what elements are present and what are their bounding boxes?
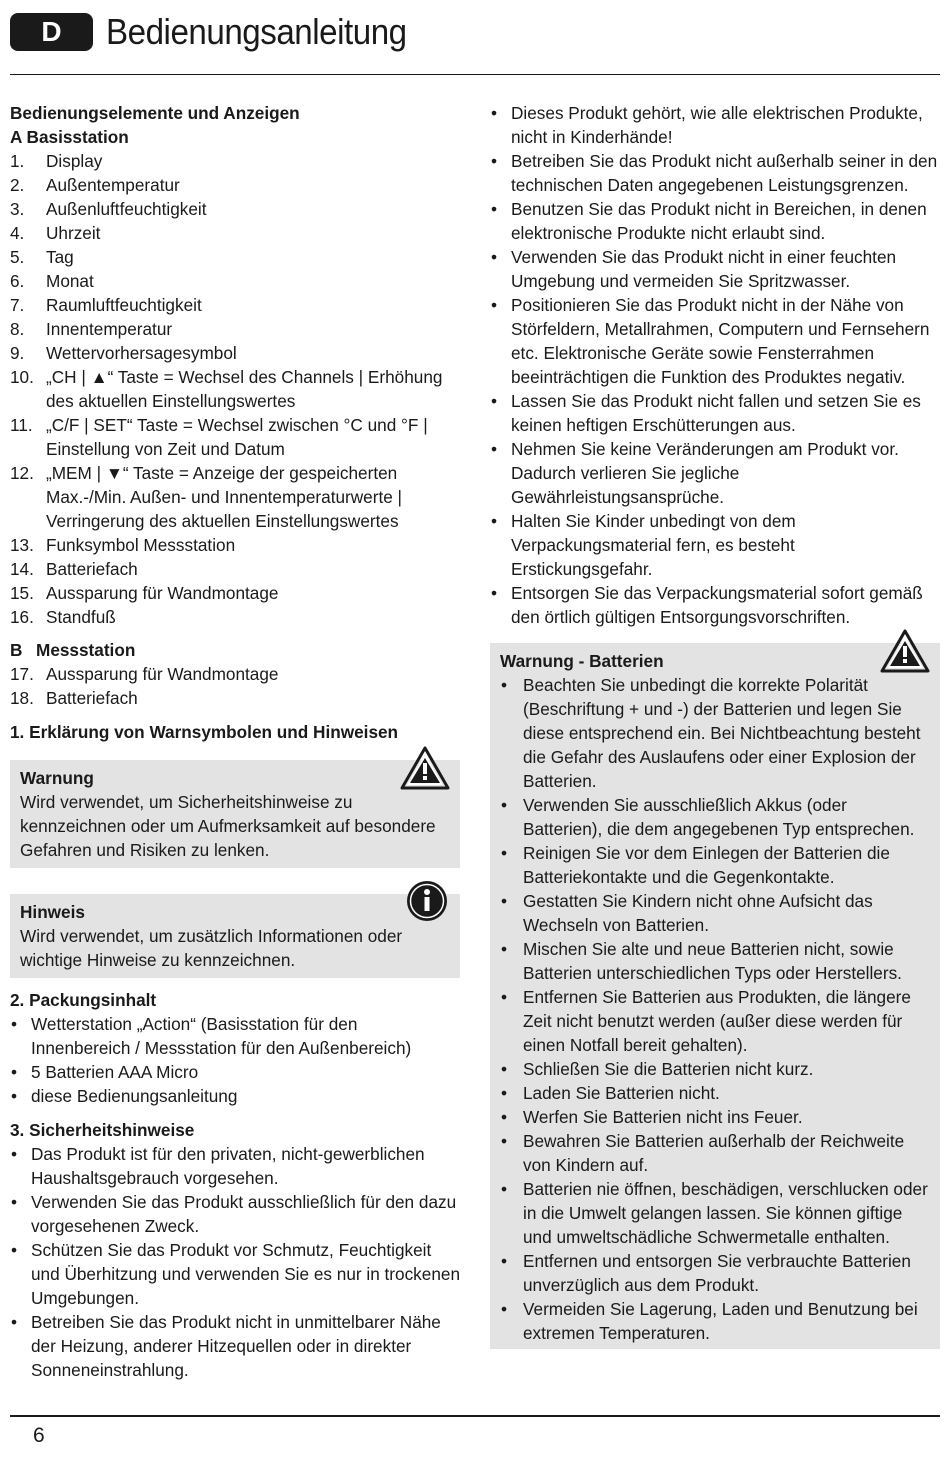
list-item: • Gestatten Sie Kindern nicht ohne Aufsicht das Wechseln von Batterien. bbox=[501, 891, 873, 935]
list-item: • Das Produkt ist für den privaten, nicht-gewerblichen Haushaltsgebrauch vorgesehen. bbox=[11, 1144, 425, 1188]
list-item: • Schützen Sie das Produkt vor Schmutz, Feuchtigkeit und Überhitzung und verwenden Sie es nur in trockenen Umgebungen. bbox=[11, 1240, 461, 1308]
list-item: • Werfen Sie Batterien nicht ins Feuer. bbox=[501, 1107, 803, 1127]
page-header bbox=[10, 12, 433, 52]
list-item: • Betreiben Sie das Produkt nicht in unmittelbarer Nähe der Heizung, anderer Hitzequellen oder in direkter Sonneneinstrahlung. bbox=[11, 1312, 441, 1380]
list-item: • Positionieren Sie das Produkt nicht in der Nähe von Störfeldern, Metallrahmen, Computern und Fernsehern etc. Elektronische Geräte sowie Fensterrahmen beeinträchtigen die Funktion des Produktes negativ. bbox=[491, 295, 930, 387]
warning-title: Warnung bbox=[20, 768, 94, 788]
section-2-heading: 2. Packungsinhalt bbox=[10, 990, 157, 1010]
list-item: 5. Tag bbox=[10, 247, 74, 267]
warning-text: Wird verwendet, um Sicherheitshinweise zu kennzeichnen oder um Aufmerksamkeit auf besondere Gefahren und Risiken zu lenken. bbox=[20, 792, 436, 860]
list-item: 15. Aussparung für Wandmontage bbox=[10, 583, 279, 603]
list-item: 2. Außentemperatur bbox=[10, 175, 180, 195]
list-item: • Verwenden Sie das Produkt ausschließlich für den dazu vorgesehenen Zweck. bbox=[11, 1192, 457, 1236]
section-3-heading: 3. Sicherheitshinweise bbox=[10, 1120, 195, 1140]
list-item: 8. Innentemperatur bbox=[10, 319, 173, 339]
list-item: • Wetterstation „Action“ (Basisstation für den Innenbereich / Messstation für den Außenbereich) bbox=[11, 1014, 412, 1058]
list-item: 6. Monat bbox=[10, 271, 94, 291]
section-2-list bbox=[10, 1012, 460, 1108]
section-b-title: B Messstation bbox=[10, 640, 136, 660]
list-item: 16. Standfuß bbox=[10, 607, 116, 627]
list-item: • Mischen Sie alte und neue Batterien nicht, sowie Batterien unterschiedlichen Typs oder Herstellers. bbox=[501, 939, 902, 983]
battery-list bbox=[500, 673, 930, 1345]
footer-divider bbox=[10, 1415, 940, 1417]
list-item: • diese Bedienungsanleitung bbox=[11, 1086, 238, 1106]
list-item: 10. „CH | ▲“ Taste = Wechsel des Channels | Erhöhung des aktuellen Einstellungswertes bbox=[10, 367, 443, 411]
list-item: • Lassen Sie das Produkt nicht fallen und setzen Sie es keinen heftigen Erschütterungen aus. bbox=[491, 391, 921, 435]
left-column bbox=[10, 101, 460, 1382]
battery-warning-title: Warnung - Batterien bbox=[500, 651, 664, 671]
info-circle-icon bbox=[406, 880, 448, 922]
list-item: 17. Aussparung für Wandmontage bbox=[10, 664, 279, 684]
hint-box bbox=[10, 894, 460, 978]
section-3-list bbox=[10, 1142, 460, 1382]
list-item: 1. Display bbox=[10, 151, 103, 171]
list-item: 7. Raumluftfeuchtigkeit bbox=[10, 295, 202, 315]
section-a-list bbox=[10, 149, 460, 629]
warning-box bbox=[10, 760, 460, 868]
list-item: • Entfernen und entsorgen Sie verbrauchte Batterien unverzüglich aus dem Produkt. bbox=[501, 1251, 911, 1295]
header-divider bbox=[10, 74, 940, 75]
language-badge: D bbox=[10, 13, 93, 51]
list-item: • Betreiben Sie das Produkt nicht außerhalb seiner in den technischen Daten angegebenen Leistungsgrenzen. bbox=[491, 151, 938, 195]
list-item: 3. Außenluftfeuchtigkeit bbox=[10, 199, 207, 219]
list-item: 18. Batteriefach bbox=[10, 688, 138, 708]
list-item: • Laden Sie Batterien nicht. bbox=[501, 1083, 720, 1103]
right-column bbox=[490, 101, 940, 1349]
battery-warning-box bbox=[490, 643, 940, 1349]
safety-list bbox=[490, 101, 940, 629]
list-item: 9. Wettervorhersagesymbol bbox=[10, 343, 237, 363]
hint-title: Hinweis bbox=[20, 902, 85, 922]
list-item: 4. Uhrzeit bbox=[10, 223, 101, 243]
list-item: 11. „C/F | SET“ Taste = Wechsel zwischen °C und °F | Einstellung von Zeit und Datum bbox=[10, 415, 428, 459]
list-item: • Batterien nie öffnen, beschädigen, verschlucken oder in die Umwelt gelangen lassen. Sie können giftige und umweltschädliche Schwermetalle enthalten. bbox=[501, 1179, 928, 1247]
list-item: • Verwenden Sie das Produkt nicht in einer feuchten Umgebung und vermeiden Sie Spritzwasser. bbox=[491, 247, 897, 291]
list-item: 14. Batteriefach bbox=[10, 559, 138, 579]
warning-triangle-icon bbox=[400, 746, 450, 790]
controls-heading: Bedienungselemente und Anzeigen bbox=[10, 103, 300, 123]
section-b-list bbox=[10, 662, 460, 710]
list-item: • Benutzen Sie das Produkt nicht in Bereichen, in denen elektronische Produkte nicht erlaubt sind. bbox=[491, 199, 927, 243]
list-item: • Reinigen Sie vor dem Einlegen der Batterien die Batteriekontakte und die Gegenkontakte. bbox=[501, 843, 890, 887]
list-item: • Entsorgen Sie das Verpackungsmaterial sofort gemäß den örtlich gültigen Entsorgungsvorschriften. bbox=[491, 583, 923, 627]
list-item: • Nehmen Sie keine Veränderungen am Produkt vor. Dadurch verlieren Sie jegliche Gewährleistungsansprüche. bbox=[491, 439, 899, 507]
section-1-heading: 1. Erklärung von Warnsymbolen und Hinweisen bbox=[10, 722, 399, 742]
list-item: • 5 Batterien AAA Micro bbox=[11, 1062, 199, 1082]
list-item: 12. „MEM | ▼“ Taste = Anzeige der gespeicherten Max.-/Min. Außen- und Innentemperaturwerte | Verringerung des aktuellen Einstellungswertes bbox=[10, 463, 403, 531]
list-item: 13. Funksymbol Messstation bbox=[10, 535, 236, 555]
list-item: • Halten Sie Kinder unbedingt von dem Verpackungsmaterial fern, es besteht Erstickungsgefahr. bbox=[491, 511, 796, 579]
warning-triangle-icon bbox=[880, 629, 930, 673]
page-number: 6 bbox=[33, 1424, 45, 1447]
list-item: • Bewahren Sie Batterien außerhalb der Reichweite von Kindern auf. bbox=[501, 1131, 905, 1175]
list-item: • Dieses Produkt gehört, wie alle elektrischen Produkte, nicht in Kinderhände! bbox=[491, 103, 923, 147]
page-title: Bedienungsanleitung bbox=[106, 11, 407, 52]
list-item: • Entfernen Sie Batterien aus Produkten, die längere Zeit nicht benutzt werden (außer diese werden für einen Notfall bereit gehalten). bbox=[501, 987, 911, 1055]
list-item: • Vermeiden Sie Lagerung, Laden und Benutzung bei extremen Temperaturen. bbox=[501, 1299, 918, 1343]
list-item: • Verwenden Sie ausschließlich Akkus (oder Batterien), die dem angegebenen Typ entsprechen. bbox=[501, 795, 915, 839]
list-item: • Schließen Sie die Batterien nicht kurz. bbox=[501, 1059, 814, 1079]
list-item: • Beachten Sie unbedingt die korrekte Polarität (Beschriftung + und -) der Batterien und legen Sie diese entsprechend ein. Bei Nichtbeachtung besteht die Gefahr des Auslaufens oder einer Explosion der Batterien. bbox=[501, 675, 921, 791]
section-a-title: A Basisstation bbox=[10, 127, 129, 147]
hint-text: Wird verwendet, um zusätzlich Informationen oder wichtige Hinweise zu kennzeichnen. bbox=[20, 926, 403, 970]
